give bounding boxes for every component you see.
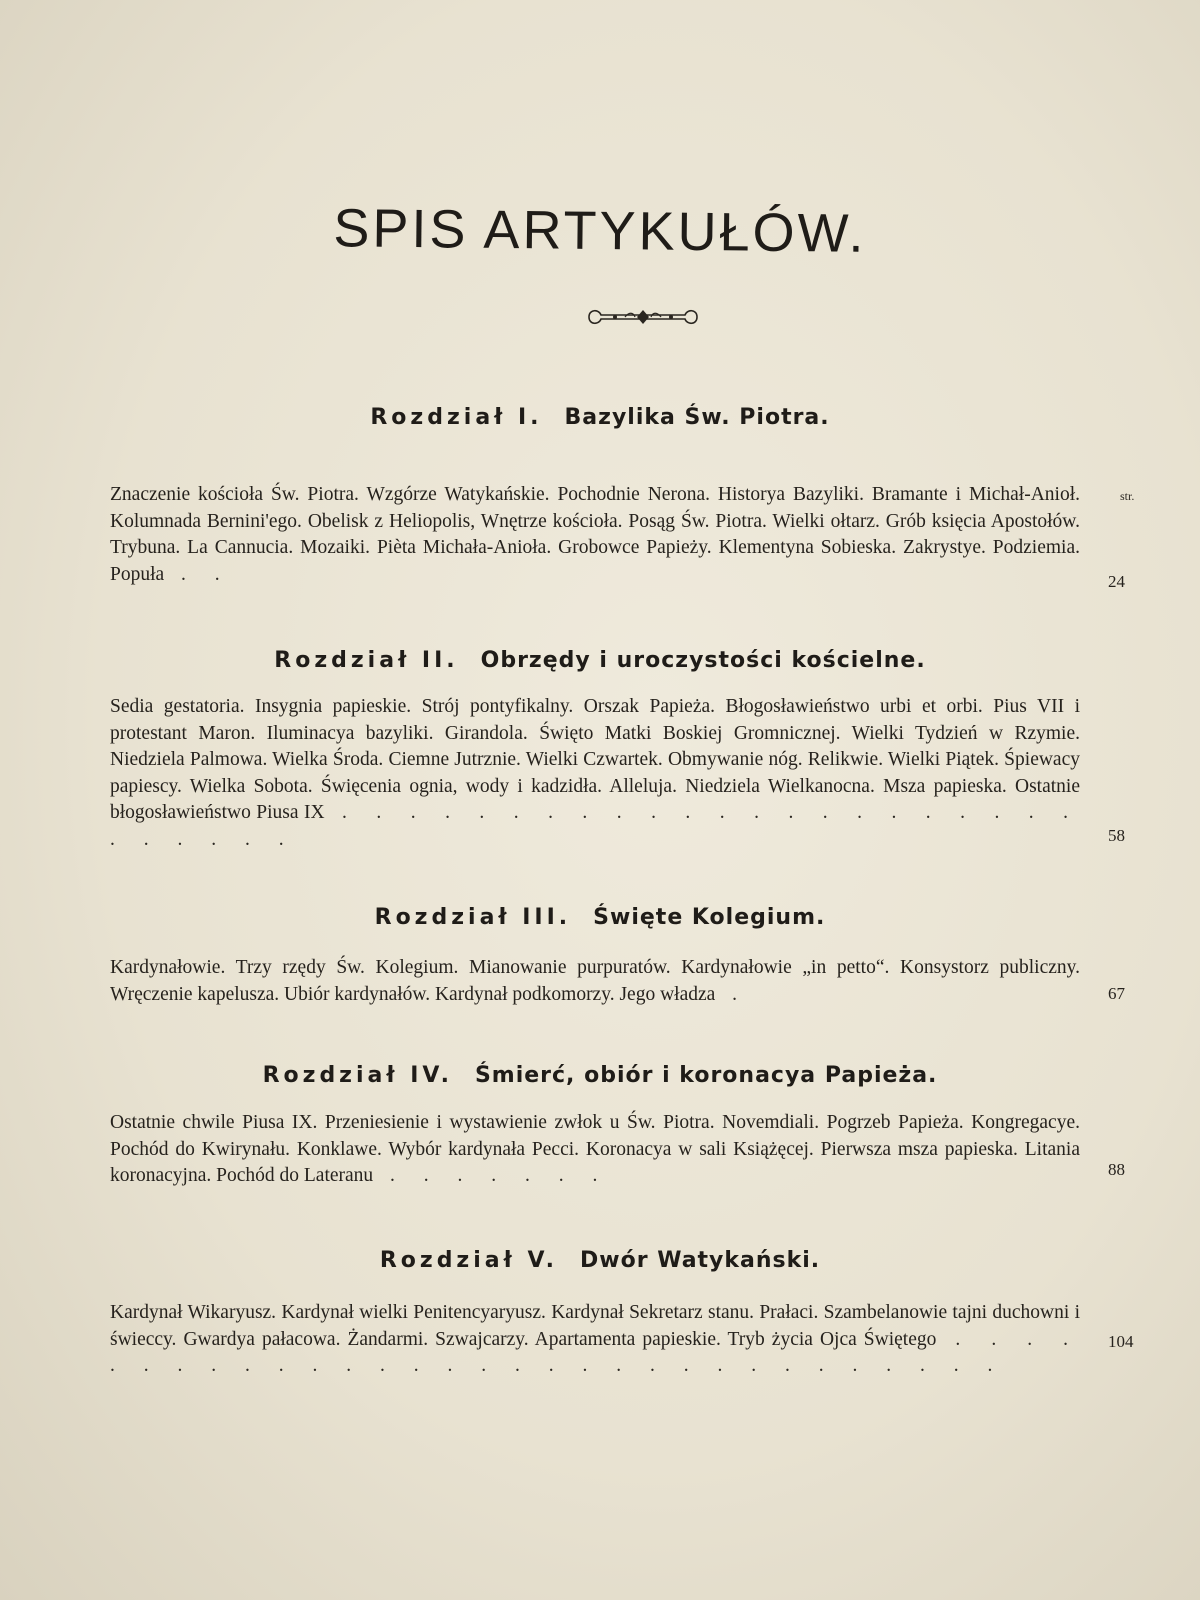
chapter-heading: [0, 1063, 1200, 1088]
chapter-contents: Ostatnie chwile Piusa IX. Przeniesienie i wystawienie zwłok u Św. Piotra. Novemdiali. Pogrzeb Papieża. Kongregacye. Pochód do Kwirynału. Konklawe. Wybór kardynała Pecci. Koronacya w sali Książęcej. Pierwsza msza papieska. Litania koronacyjna. Pochód do Lateranu: [110, 1112, 1080, 1186]
chapter-number: Rozdział II.: [274, 648, 459, 673]
chapter-contents: Sedia gestatoria. Insygnia papieskie. Strój pontyfikalny. Orszak Papieża. Błogosławieństwo urbi et orbi. Pius VII i protestant Maron. Iluminacya bazyliki. Girandola. Święto Matki Boskiej Gromnicznej. Wielki Tydzień w Rzymie. Niedziela Palmowa. Wielka Środa. Ciemne Jutrznie. Wielki Czwartek. Obmywanie nóg. Relikwie. Wielki Piątek. Śpiewacy papiescy. Wielka Sobota. Święcenia ognia, wody i kadzidła. Alleluja. Niedziela Wielkanocna. Msza papieska. Ostatnie błogosławieństwo Piusa IX: [110, 696, 1080, 823]
chapter-title: Śmierć, obiór i koronacya Papieża.: [474, 1063, 938, 1088]
chapter-2-page-number: 58: [1108, 826, 1125, 845]
chapter-contents: Kardynał Wikaryusz. Kardynał wielki Penitencyaryusz. Kardynał Sekretarz stanu. Prałaci. Szambelanowie tajni duchowni i świeccy. Gwardya pałacowa. Żandarmi. Szwajcarzy. Apartamenta papieskie. Tryb życia Ojca Świętego: [110, 1302, 1080, 1350]
chapter-title: Bazylika Św. Piotra.: [564, 405, 830, 430]
chapter-number: Rozdział I.: [370, 405, 543, 430]
dot-leaders: . . . . . . . . . . . . . . . . . . . . . . . . . . . .: [110, 802, 1081, 850]
chapter-contents: Kardynałowie. Trzy rzędy Św. Kolegium. Mianowanie purpuratów. Kardynałowie „in petto“. Konsystorz publiczny. Wręczenie kapelusza. Ubiór kardynałów. Kardynał podkomorzy. Jego władza: [110, 957, 1080, 1005]
chapter-number: Rozdział IV.: [262, 1063, 453, 1088]
chapter-2: [0, 648, 1200, 673]
chapter-4-entries: [110, 1110, 1080, 1190]
chapter-title: Dwór Watykański.: [580, 1248, 821, 1273]
chapter-2-entries: [110, 694, 1080, 853]
chapter-1-page-number: 24: [1108, 572, 1125, 591]
chapter-title: Święte Kolegium.: [593, 905, 826, 930]
dot-leaders: . .: [164, 563, 232, 585]
chapter-heading: [0, 905, 1200, 930]
chapter-contents: Znaczenie kościoła Św. Piotra. Wzgórze Watykańskie. Pochodnie Nerona. Historya Bazyliki. Bramante i Michał-Anioł. Kolumnada Bernini'ego. Obelisk z Heliopolis, Wnętrze kościoła. Posąg Św. Piotra. Wielki ołtarz. Grób księcia Apostołów. Trybuna. La Cannucia. Mozaiki. Pièta Michała-Anioła. Grobowce Papieży. Klementyna Sobieska. Zakrystye. Podziemia. Popuła: [110, 484, 1080, 585]
chapter-number: Rozdział III.: [374, 905, 572, 930]
chapter-heading: [0, 648, 1200, 673]
decorative-ornament-icon: [585, 305, 700, 329]
dot-leaders: .: [715, 983, 750, 1005]
dot-leaders: . . . . . . .: [373, 1165, 610, 1186]
chapter-heading: [0, 1248, 1200, 1273]
chapter-heading: [0, 405, 1200, 430]
chapter-4: [0, 1063, 1200, 1088]
chapter-5: [0, 1248, 1200, 1273]
chapter-3-page-number: 67: [1108, 984, 1125, 1003]
chapter-5-entries: [110, 1300, 1080, 1380]
page-column-label: str.: [1120, 489, 1135, 503]
chapter-3: [0, 905, 1200, 930]
chapter-title: Obrzędy i uroczystości kościelne.: [480, 648, 926, 673]
chapter-1: [0, 405, 1200, 430]
dot-leaders: . . . . . . . . . . . . . . . . . . . . . . . . . . . . . . .: [110, 1328, 1081, 1376]
chapter-4-page-number: 88: [1108, 1160, 1125, 1179]
chapter-1-entries: [110, 482, 1080, 588]
chapter-5-page-number: 104: [1108, 1332, 1134, 1351]
chapter-3-entries: [110, 955, 1080, 1008]
chapter-number: Rozdział V.: [379, 1248, 558, 1273]
page-title: SPIS ARTYKUŁÓW.: [333, 198, 867, 264]
